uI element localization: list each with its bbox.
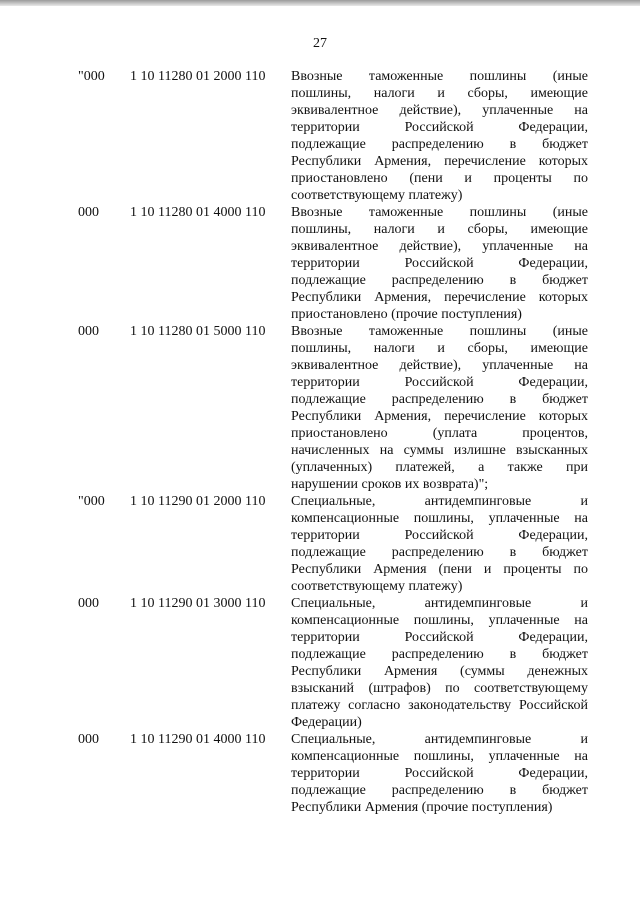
description-line: приостановлено (прочие поступления)	[291, 307, 522, 322]
budget-classification-code: 1 10 11280 01 5000 110	[130, 324, 266, 339]
table-row	[0, 493, 640, 595]
description-line: Ввозные таможенные пошлины (иные	[291, 324, 588, 339]
description-line: соответствующему платежу)	[291, 579, 463, 594]
description-line: территории Российской Федерации,	[291, 375, 588, 390]
admin-code: 000	[78, 596, 99, 611]
description-line: компенсационные пошлины, уплаченные на	[291, 613, 588, 628]
description-line: пошлины, налоги и сборы, имеющие	[291, 341, 588, 356]
table-row	[0, 323, 640, 493]
description-line: Республики Армения, перечисление которых	[291, 154, 588, 169]
income-description	[291, 323, 588, 493]
description-line: территории Российской Федерации,	[291, 528, 588, 543]
table-row	[0, 731, 640, 816]
description-line: эквивалентное действие), уплаченные на	[291, 103, 588, 118]
description-line: соответствующему платежу)	[291, 188, 463, 203]
description-line: Республики Армения, перечисление которых	[291, 290, 588, 305]
admin-code: 000	[78, 732, 99, 747]
admin-code: 000	[78, 205, 99, 220]
description-line: Ввозные таможенные пошлины (иные	[291, 69, 588, 84]
description-line: территории Российской Федерации,	[291, 120, 588, 135]
scan-top-edge	[0, 0, 640, 6]
description-line: начисленных на суммы излишне взысканных	[291, 443, 588, 458]
income-description	[291, 731, 588, 816]
description-line: подлежащие распределению в бюджет	[291, 783, 588, 798]
budget-classification-code: 1 10 11290 01 4000 110	[130, 732, 266, 747]
admin-code: "000	[78, 69, 105, 84]
page-number: 27	[313, 36, 327, 51]
table-row	[0, 204, 640, 323]
budget-classification-code: 1 10 11290 01 3000 110	[130, 596, 266, 611]
description-line: пошлины, налоги и сборы, имеющие	[291, 86, 588, 101]
description-line: территории Российской Федерации,	[291, 766, 588, 781]
description-line: подлежащие распределению в бюджет	[291, 392, 588, 407]
description-line: компенсационные пошлины, уплаченные на	[291, 749, 588, 764]
description-line: взысканий (штрафов) по соответствующему	[291, 681, 588, 696]
description-line: территории Российской Федерации,	[291, 630, 588, 645]
admin-code: "000	[78, 494, 105, 509]
description-line: платежу согласно законодательству Российской	[291, 698, 588, 713]
description-line: (уплаченных) платежей, а также при	[291, 460, 588, 475]
income-description	[291, 68, 588, 204]
description-line: приостановлено (пени и проценты по	[291, 171, 588, 186]
description-line: пошлины, налоги и сборы, имеющие	[291, 222, 588, 237]
budget-classification-code: 1 10 11290 01 2000 110	[130, 494, 266, 509]
description-line: подлежащие распределению в бюджет	[291, 273, 588, 288]
table-row	[0, 595, 640, 731]
description-line: Республики Армения (пени и проценты по	[291, 562, 588, 577]
table-row	[0, 68, 640, 204]
description-line: Республики Армения, перечисление которых	[291, 409, 588, 424]
description-line: Специальные, антидемпинговые и	[291, 596, 588, 611]
income-description	[291, 204, 588, 323]
admin-code: 000	[78, 324, 99, 339]
description-line: приостановлено (уплата процентов,	[291, 426, 588, 441]
budget-classification-code: 1 10 11280 01 4000 110	[130, 205, 266, 220]
income-description	[291, 493, 588, 595]
description-line: Федерации)	[291, 715, 362, 730]
description-line: эквивалентное действие), уплаченные на	[291, 358, 588, 373]
income-description	[291, 595, 588, 731]
description-line: Специальные, антидемпинговые и	[291, 732, 588, 747]
description-line: Республики Армения (прочие поступления)	[291, 800, 553, 815]
description-line: подлежащие распределению в бюджет	[291, 137, 588, 152]
budget-classification-code: 1 10 11280 01 2000 110	[130, 69, 266, 84]
description-line: нарушении сроков их возврата)";	[291, 477, 489, 492]
budget-code-table	[0, 68, 640, 816]
description-line: компенсационные пошлины, уплаченные на	[291, 511, 588, 526]
description-line: Специальные, антидемпинговые и	[291, 494, 588, 509]
description-line: Ввозные таможенные пошлины (иные	[291, 205, 588, 220]
description-line: подлежащие распределению в бюджет	[291, 545, 588, 560]
description-line: территории Российской Федерации,	[291, 256, 588, 271]
description-line: Республики Армения (суммы денежных	[291, 664, 588, 679]
description-line: подлежащие распределению в бюджет	[291, 647, 588, 662]
description-line: эквивалентное действие), уплаченные на	[291, 239, 588, 254]
